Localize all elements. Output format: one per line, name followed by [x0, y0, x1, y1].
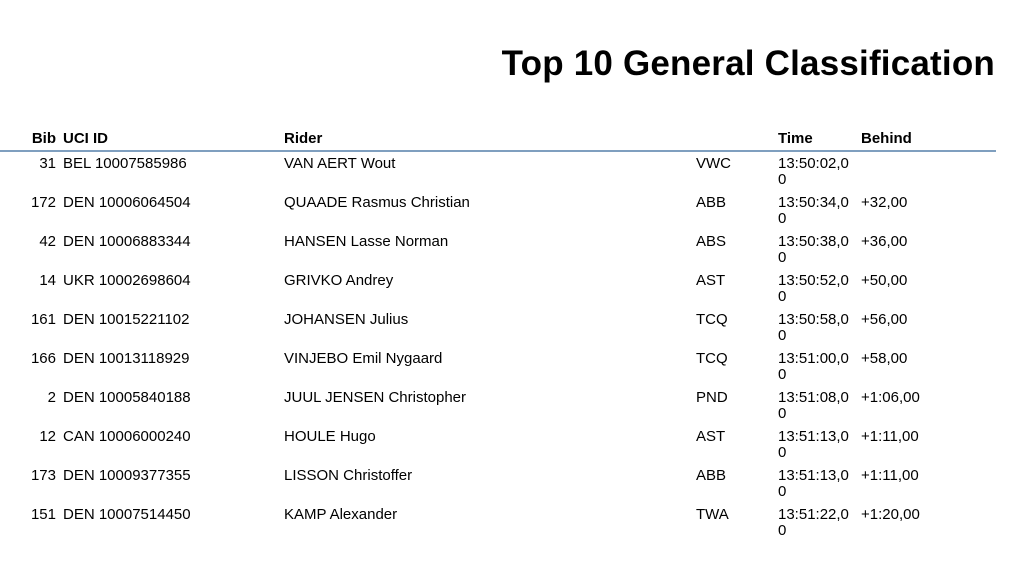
- cell-bib: 42: [39, 233, 56, 250]
- table-row: [0, 507, 1024, 546]
- table-row: [0, 273, 1024, 312]
- cell-uci-id: BEL 10007585986: [63, 155, 187, 172]
- cell-team: ABB: [696, 467, 727, 484]
- cell-bib: 31: [39, 155, 56, 172]
- cell-time: 13:50:38,00: [778, 233, 849, 266]
- cell-behind: +1:11,00: [861, 428, 919, 445]
- cell-uci-id: DEN 10005840188: [63, 389, 191, 406]
- cell-uci-id: CAN 10006000240: [63, 428, 191, 445]
- table-row: [0, 351, 1024, 390]
- cell-uci-id: DEN 10015221102: [63, 311, 190, 328]
- cell-bib: 14: [39, 272, 56, 289]
- header-rider: Rider: [284, 130, 323, 147]
- cell-bib: 173: [30, 467, 56, 484]
- cell-behind: +1:11,00: [861, 467, 919, 484]
- cell-rider: JOHANSEN Julius: [284, 311, 409, 328]
- cell-behind: +1:06,00: [861, 389, 920, 406]
- cell-rider: GRIVKO Andrey: [284, 272, 394, 289]
- cell-time: 13:51:22,00: [778, 506, 849, 539]
- cell-time: 13:50:02,00: [778, 155, 849, 188]
- cell-time: 13:50:58,00: [778, 311, 849, 344]
- cell-bib: 161: [30, 311, 56, 328]
- table-header-row: [0, 131, 1024, 150]
- cell-rider: JUUL JENSEN Christopher: [284, 389, 466, 406]
- cell-rider: LISSON Christoffer: [284, 467, 413, 484]
- cell-rider: VINJEBO Emil Nygaard: [284, 350, 443, 367]
- header-bib: Bib: [31, 130, 56, 147]
- cell-team: ABB: [696, 194, 727, 211]
- cell-uci-id: DEN 10006883344: [63, 233, 191, 250]
- cell-bib: 172: [30, 194, 56, 211]
- cell-uci-id: DEN 10013118929: [63, 350, 190, 367]
- header-time: Time: [778, 130, 813, 147]
- cell-rider: QUAADE Rasmus Christian: [284, 194, 470, 211]
- cell-time: 13:50:52,00: [778, 272, 849, 305]
- cell-team: AST: [696, 272, 726, 289]
- cell-rider: HANSEN Lasse Norman: [284, 233, 449, 250]
- table-body: [0, 156, 1024, 546]
- cell-rider: HOULE Hugo: [284, 428, 376, 445]
- cell-team: TCQ: [696, 350, 728, 367]
- cell-bib: 151: [30, 506, 56, 523]
- page-title: Top 10 General Classification: [501, 44, 995, 83]
- header-uci-id: UCI ID: [63, 130, 108, 147]
- cell-bib: 12: [39, 428, 56, 445]
- table-row: [0, 390, 1024, 429]
- cell-uci-id: UKR 10002698604: [63, 272, 191, 289]
- cell-rider: KAMP Alexander: [284, 506, 398, 523]
- table-row: [0, 156, 1024, 195]
- cell-behind: +58,00: [861, 350, 908, 367]
- table-row: [0, 468, 1024, 507]
- table-row: [0, 195, 1024, 234]
- cell-time: 13:51:00,00: [778, 350, 849, 383]
- table-row: [0, 429, 1024, 468]
- cell-team: AST: [696, 428, 726, 445]
- cell-behind: +50,00: [861, 272, 908, 289]
- results-table: [0, 130, 1024, 539]
- cell-time: 13:51:13,00: [778, 428, 849, 461]
- cell-uci-id: DEN 10009377355: [63, 467, 191, 484]
- cell-behind: +56,00: [861, 311, 908, 328]
- header-behind: Behind: [861, 130, 912, 147]
- cell-team: PND: [696, 389, 728, 406]
- table-row: [0, 234, 1024, 273]
- cell-time: 13:50:34,00: [778, 194, 849, 227]
- cell-team: ABS: [696, 233, 727, 250]
- cell-rider: VAN AERT Wout: [284, 155, 396, 172]
- cell-team: VWC: [696, 155, 731, 172]
- cell-team: TWA: [696, 506, 729, 523]
- header-divider: [0, 150, 996, 152]
- cell-time: 13:51:08,00: [778, 389, 849, 422]
- cell-time: 13:51:13,00: [778, 467, 849, 500]
- cell-bib: 2: [47, 389, 56, 406]
- cell-team: TCQ: [696, 311, 728, 328]
- cell-behind: +32,00: [861, 194, 908, 211]
- cell-behind: +36,00: [861, 233, 908, 250]
- cell-uci-id: DEN 10006064504: [63, 194, 191, 211]
- table-row: [0, 312, 1024, 351]
- cell-bib: 166: [30, 350, 56, 367]
- cell-behind: +1:20,00: [861, 506, 920, 523]
- cell-uci-id: DEN 10007514450: [63, 506, 191, 523]
